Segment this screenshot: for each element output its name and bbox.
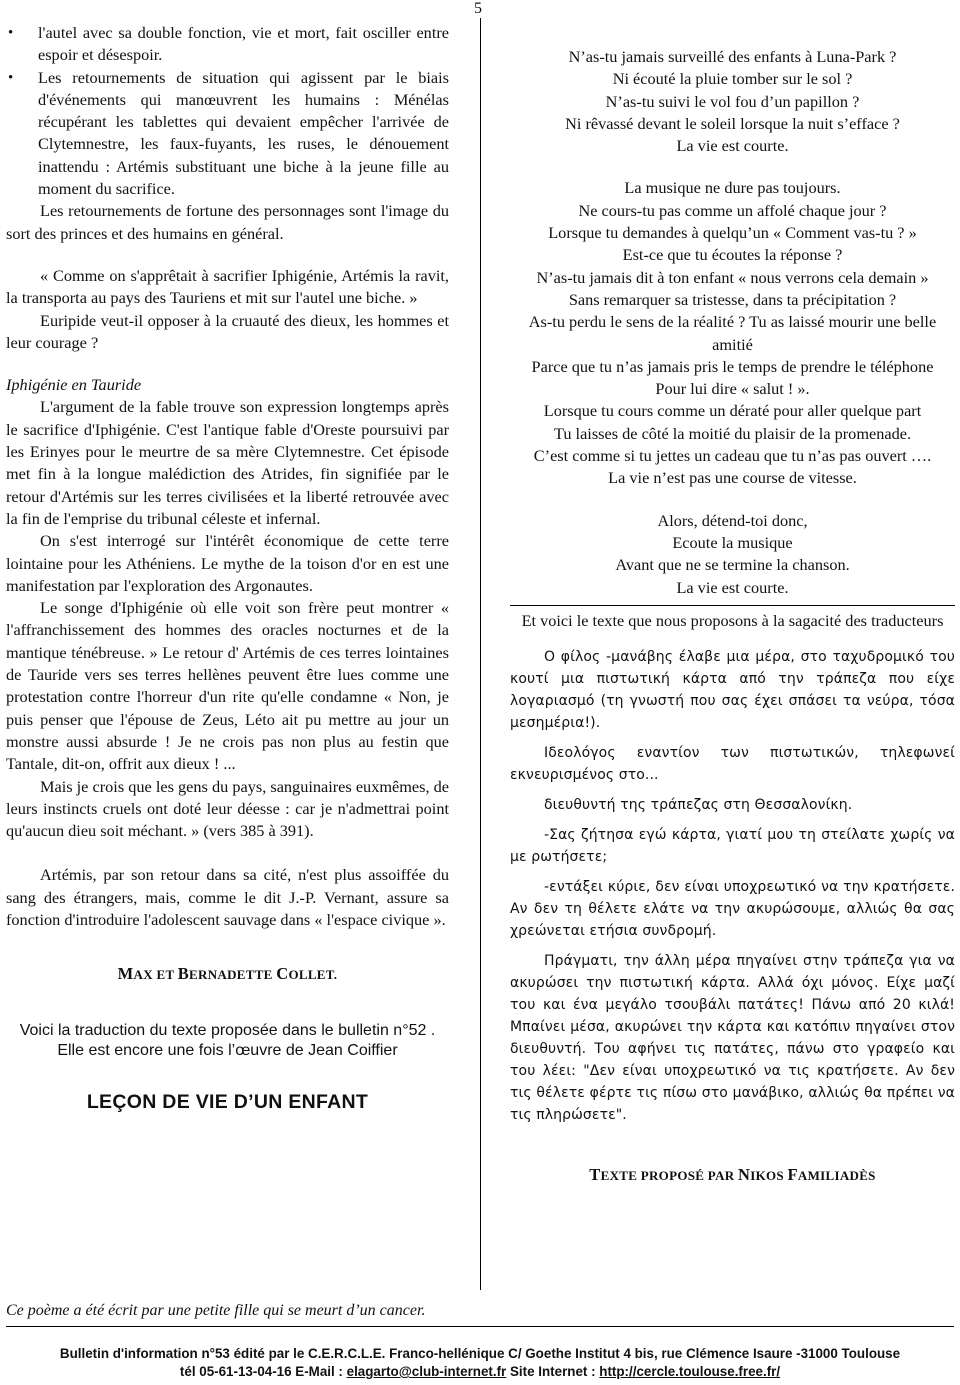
paragraph: Artémis, par son retour dans sa cité, n'est plus assoiffée du sang des étrangers, mais, comme le dit J.-P. Vernant, assure sa fonction d'introduire l'adolescent sauvage dans « l'espace civique ». (6, 865, 449, 929)
greek-paragraph: -Σας ζήτησα εγώ κάρτα, γιατί μου τη στείλατε χωρίς να με ρωτήσετε; (510, 827, 955, 866)
poem-line: Parce que tu n’as jamais pris le temps de prendre le téléphone (531, 356, 934, 376)
greek-intro: Et voici le texte que nous proposons à la sagacité des traducteurs (521, 610, 944, 630)
poem-line: Pour lui dire « salut ! ». (655, 379, 810, 399)
poem-line: Alors, détend-toi donc, (657, 510, 808, 530)
poem-line: Est-ce que tu écoutes la réponse ? (622, 245, 843, 265)
column-divider (480, 18, 481, 1290)
greek-paragraph: Πράγματι, την άλλη μέρα πηγαίνει στην τράπεζα για να ακυρώσει την πιστωτική κάρτα. Αλλά όχι μόνος. Είχε μαζί του και ένα μεγάλο τσουβάλι πατάτες! Πάνω από 20 κιλά! Μπαίνει μέσα, ακυρώνει την κάρτα και κατόπιν πηγαίνει στον διευθυντή. Του αφήνει τις πατάτες, πάνω στο γραφείο και του λέει: "Δεν είναι υποχρεωτικό να τις κρατήσετε. Αν δεν τις θέλετε φέρτε τις πίσω στο μανάβικο, αλλιώς θα πρέπει να τις πληρώσετε". (510, 953, 955, 1124)
section-title: Iphigénie en Tauride (6, 375, 142, 395)
bullet-list (6, 22, 449, 200)
greek-paragraph: Ο φίλος -μανάβης έλαβε μια μέρα, στο ταχυδρομικό του κουτί μια πιστωτική κάρτα από την τράπεζα που είχε λογαριασμό (τη γνωστή που σας έχει σπάσει τα νεύρα, τόσα μεσημέρια!). (510, 649, 955, 732)
poem-note: Ce poème a été écrit par une petite fille qui se meurt d’un cancer. (6, 1302, 426, 1319)
paragraph: On s'est interrogé sur l'intérêt économique de cette terre lointaine pour les Athéniens. Le mythe de la toison d'or en est une manifestation par l'exploration des Argonautes. (6, 531, 449, 595)
poem-stanza (510, 510, 955, 599)
right-column (510, 46, 955, 1187)
greek-paragraph: Ιδεολόγος εναντίον των πιστωτικών, τηλεφωνεί εκνευρισμένος στο... (510, 745, 955, 784)
poem-line: La musique ne dure pas toujours. (624, 178, 841, 198)
poem-line: Ecoute la musique (672, 532, 793, 552)
poem-title: LEÇON DE VIE D’UN ENFANT (86, 1090, 369, 1113)
poem-stanza (510, 177, 955, 489)
footer-line-1: Bulletin d'information n°53 édité par le C.E.R.C.L.E. Franco-hellénique C/ Goethe Institut 4 bis, rue Clémence Isaure -31000 Toulouse (59, 1346, 901, 1361)
authors-signature: MAX ET BERNADETTE COLLET. (117, 964, 338, 984)
poem-stanza (510, 46, 955, 157)
bullet-item: • Les retournements de situation qui agissent par le biais d'événements qui manœuvrent les humains : Ménélas récupérant les tablettes qui devaient empêcher l'arrivée de Clytemnestre, les faux-fuyants, les ruses, le dénouement inattendu : Artémis substituant une biche à la jeune fille au moment du sacrifice. (38, 67, 449, 201)
paragraph: Mais je crois que les gens du pays, sanguinaires euxmêmes, de leurs instincts cruels ont doté leur déesse : car je n'admettrai point qu'aucun dieu soit méchant. » (vers 385 à 391). (6, 776, 449, 841)
poem-line: La vie n’est pas une course de vitesse. (608, 468, 857, 488)
poem-line: N’as-tu jamais dit à ton enfant « nous verrons cela demain » (536, 267, 929, 287)
page-number: 5 (474, 0, 482, 17)
left-column (6, 22, 449, 1113)
greek-text-signature: TEXTE PROPOSÉ PAR NIKOS FAMILIADÈS (589, 1165, 876, 1185)
poem-line: Ne cours-tu pas comme un affolé chaque jour ? (578, 200, 887, 220)
website-link[interactable]: http://cercle.toulouse.free.fr/ (599, 1364, 781, 1379)
paragraph: Euripide veut-il opposer à la cruauté des dieux, les hommes et leur courage ? (6, 310, 449, 352)
poem-line: Ni écouté la pluie tomber sur le sol ? (612, 69, 853, 89)
quote-paragraph: « Comme on s'apprêtait à sacrifier Iphigénie, Artémis la ravit, la transporta au pays des Tauriens et mit sur l'autel une biche. » (6, 265, 449, 308)
paragraph: Le songe d'Iphigénie où elle voit son frère peut montrer « l'affranchissement des hommes des oracles nocturnes et de la mantique ténébreuse. » Le retour d' Artémis de ces terres lointaines de Tauride vers ses terres hellènes peuvent être lues comme une protestation contre l'horreur d'un rite qu'elle condamne « Non, je puis penser que l'épouse de Zeus, Léto ait pu mettre au jour un monstre aussi absurde ! Je ne crois pas non plus au festin que Tantale, dit-on, offrit aux dieux ! ... (6, 598, 449, 774)
greek-paragraph: διευθυντή της τράπεζας στη Θεσσαλονίκη. (544, 797, 853, 814)
paragraph: Les retournements de fortune des personnages sont l'image du sort des princes et des humains en général. (6, 201, 449, 243)
poem-line: Tu laisses de côté la moitié du plaisir de la promenade. (553, 423, 912, 443)
poem-line: N’as-tu jamais surveillé des enfants à Luna-Park ? (568, 47, 897, 66)
poem-line: N’as-tu suivi le vol fou d’un papillon ? (605, 91, 860, 111)
translation-note: Voici la traduction du texte proposée dans le bulletin n°52 . Elle est encore une fois l’œuvre de Jean Coiffier (19, 1021, 436, 1059)
poem-line: C’est comme si tu jettes un cadeau que tu n’as pas ouvert …. (533, 446, 932, 466)
poem-line: As-tu perdu le sens de la réalité ? Tu as laissé mourir une belle amitié (528, 312, 937, 354)
greek-text (510, 646, 955, 1126)
poem-line: Lorsque tu demandes à quelqu’un « Comment vas-tu ? » (548, 223, 917, 243)
footer (0, 1345, 960, 1381)
poem-line: Avant que ne se termine la chanson. (615, 555, 850, 575)
greek-paragraph: -εντάξει κύριε, δεν είναι υποχρεωτικό να την κρατήσετε. Αν δεν τη θέλετε ελάτε να την ακυρώσουμε, αλλιώς θα σας χρεώνεται ετήσια συνδρομή. (510, 879, 955, 940)
footer-rule (6, 1326, 954, 1327)
poem-line: La vie est courte. (676, 577, 789, 597)
poem-line: Ni rêvassé devant le soleil lorsque la nuit s’efface ? (565, 113, 900, 133)
poem-line: Lorsque tu cours comme un dératé pour aller quelque part (543, 401, 922, 421)
bullet-item: • l'autel avec sa double fonction, vie et mort, fait osciller entre espoir et désespoir. (38, 22, 449, 67)
poem-line: Sans remarquer sa tristesse, dans ta précipitation ? (568, 289, 897, 309)
horizontal-rule (510, 605, 955, 606)
poem-line: La vie est courte. (676, 136, 789, 156)
email-link[interactable]: elagarto@club-internet.fr (346, 1364, 507, 1379)
footer-line-2: tél 05-61-13-04-16 E-Mail : elagarto@club-internet.fr Site Internet : http://cercle.toulouse.free.fr/ (179, 1364, 781, 1379)
paragraph: L'argument de la fable trouve son expression longtemps après le sacrifice d'Iphigénie. C'est l'antique fable d'Oreste poursuivi par les Erinyes pour le meurtre de sa mère Clytemnestre. Cet épisode met fin à la longue malédiction des Atrides, fin signifiée par le retour d'Artémis sur les terres civilisées et la liberté retrouvée avec la fin de l'emprise du tribunal céleste et infernal. (6, 397, 449, 528)
